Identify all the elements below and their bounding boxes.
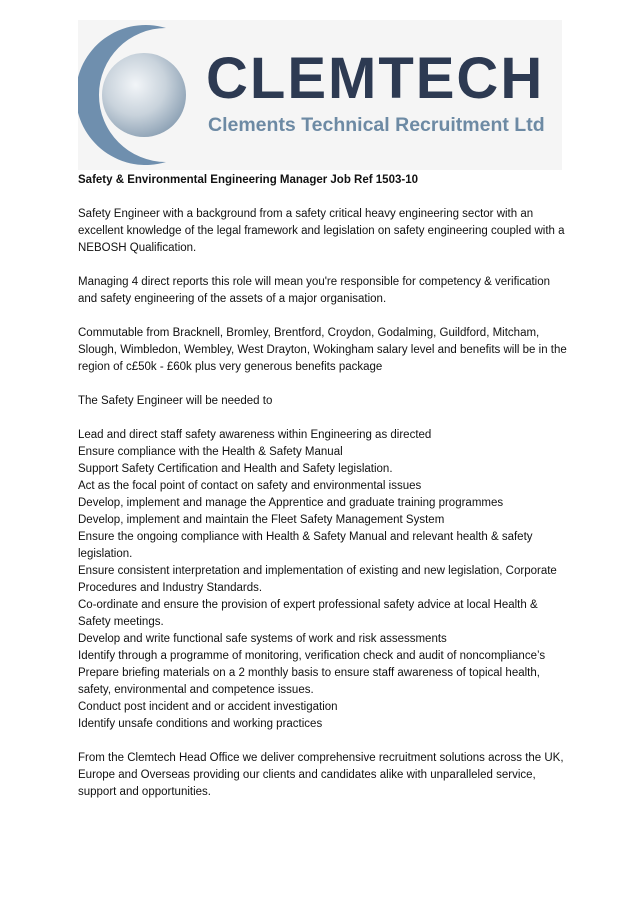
logo-emblem-icon (78, 20, 208, 170)
company-logo (78, 20, 562, 170)
list-item: Act as the focal point of contact on safety and environmental issues (78, 480, 422, 492)
list-item: Identify through a programme of monitoring, verification check and audit of noncompliance’s (78, 650, 546, 662)
list-item: Ensure the ongoing compliance with Health & Safety Manual and relevant health & safety legislation. (78, 531, 533, 560)
duties-list (78, 427, 568, 733)
list-item: Support Safety Certification and Health and Safety legislation. (78, 463, 393, 475)
list-item: Lead and direct staff safety awareness within Engineering as directed (78, 429, 432, 441)
paragraph-intro: Safety Engineer with a background from a safety critical heavy engineering sector with an excellent knowledge of the legal framework and legislation on safety engineering coupled with a NEBOSH Qualification. (78, 208, 565, 254)
list-item: Identify unsafe conditions and working practices (78, 718, 323, 730)
logo-tagline: Clements Technical Recruitment Ltd (208, 114, 545, 136)
paragraph-reports: Managing 4 direct reports this role will mean you're responsible for competency & verification and safety engineering of the assets of a major organisation. (78, 276, 550, 305)
list-item: Prepare briefing materials on a 2 monthly basis to ensure staff awareness of topical health, safety, environmental and competence issues. (78, 667, 540, 696)
list-item: Conduct post incident and or accident investigation (78, 701, 338, 713)
list-item: Develop, implement and manage the Apprentice and graduate training programmes (78, 497, 504, 509)
logo-wordmark: CLEMTECH (206, 46, 545, 111)
paragraph-closing: From the Clemtech Head Office we deliver comprehensive recruitment solutions across the UK, Europe and Overseas providing our clients and candidates alike with unparalleled service, support and opportunities. (78, 752, 564, 798)
paragraph-duties-intro: The Safety Engineer will be needed to (78, 395, 273, 407)
list-item: Develop, implement and maintain the Fleet Safety Management System (78, 514, 445, 526)
list-item: Co-ordinate and ensure the provision of expert professional safety advice at local Health & Safety meetings. (78, 599, 538, 628)
job-title: Safety & Environmental Engineering Manager Job Ref 1503-10 (78, 174, 418, 186)
paragraph-location: Commutable from Bracknell, Bromley, Brentford, Croydon, Godalming, Guildford, Mitcham, Slough, Wimbledon, Wembley, West Drayton, Wokingham salary level and benefits will be in the region of c£50k - £60k plus very generous benefits package (78, 327, 567, 373)
list-item: Ensure compliance with the Health & Safety Manual (78, 446, 343, 458)
list-item: Ensure consistent interpretation and implementation of existing and new legislation, Corporate Procedures and Industry Standards. (78, 565, 557, 594)
list-item: Develop and write functional safe systems of work and risk assessments (78, 633, 447, 645)
document-body (78, 172, 568, 818)
